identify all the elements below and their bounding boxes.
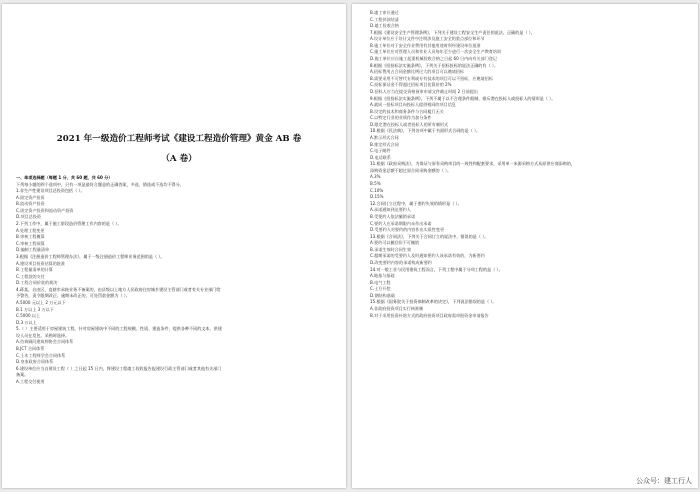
document-subtitle: （A 卷） [161,154,197,164]
option-text: C.审核工程预算 [16,240,45,246]
option-text: B.5% [370,181,381,187]
option-text: A.非政府投资项目实行核准制 [370,306,424,312]
option-text: D.编制工程量清单 [16,247,50,253]
option-text: B.施工单位对于安全作业费用有其他用途时须经建设单位批准 [370,42,481,48]
option-text: A.招标费用占合同金额比例过大的项目可以邀请招标 [370,69,465,75]
option-text: B.受要约人依法撤销承诺 [370,213,416,219]
option-text: B.推定形式合同 [370,141,399,147]
page-right-body [370,10,692,319]
option-text: C.电子邮件 [370,148,391,154]
page-left-body [16,175,338,386]
option-text: A.就同一招标项目向投标人提供相同的项目信息 [370,102,456,108]
question-text: 13.根据《合同法》，下列关于合同订立的说法中，错误的是（ ）。 [370,233,489,239]
option-text: B.竣工审计通过 [370,10,399,15]
option-text: B.承诺生效时合同生效 [370,246,411,252]
question-text: 7.根据《建设安全生产管理条例》，下列关于建设工程安全生产责任的说法，正确的是（ ）。 [370,29,535,35]
document-title: 2021 年一级造价工程师考试《建设工程造价管理》黄金 AB 卷 [56,134,302,144]
option-text: B.对于采用投资补助方式的政府投资项目政府需审批资金申请报告 [370,312,489,318]
question-text: 6.建设单位应当自建设工程（ ）之日起 15 日内，将建设工程竣工验收报告报建设行政主管部门或者其他有关部门 [16,365,222,371]
option-text: A.设计单位应于设计文件中注明涉及施工安全的重点部位和环节 [370,36,485,42]
option-text: C.要约人在承诺期限内未作出承诺 [370,220,432,226]
option-text: C.施工单位应对管理人员和作业人员每年至少进行一次安全生产教育培训 [370,49,502,55]
option-text: D.电话联系 [370,154,391,160]
option-text: D.招标人应当在提交资格预审申请文件截止时间 2 日前提出 [370,88,478,94]
option-text: D.施工单位应自施工起重机械验收合格之日起 60 日内向有关部门登记 [370,56,497,62]
option-text: D.钢结构基础 [370,292,395,298]
option-text: A.处理工程变更 [16,227,45,233]
option-text: D.皇家政府合同体系 [16,359,54,365]
question-text: 11.根据《政府采购法》，为保证与原有采购项目的一致性和配套要求，采用单一来源采购方式从原供应商添购的， [370,161,576,167]
option-text: A.建设项目投资估算的批准 [16,260,66,266]
option-text: A.固定资产投资 [16,194,45,200]
question-text: 添购资金总额不超过原合同采购金额的（ ）。 [370,167,452,173]
question-text: 8.根据《招投标法实施条例》，下列关于招标投标的说法正确的有（ ）。 [370,62,499,68]
option-text: C.土方开挖 [370,286,391,292]
question-text: 14.对一般工业与民用建筑工程而言，下列工程中属于分项工程的是（ ）。 [370,266,503,272]
watermark-label: 公众号：建工行人 [636,477,692,485]
option-text: B.设定的技术和商务条件与合同履行无关 [370,108,444,114]
option-text: B.1 万以上 3 万以下 [16,306,54,312]
option-text: D.3 万以上 [16,319,37,325]
option-text: B.电气工程 [370,279,391,285]
question-text: 9.根据《招投标法实施条例》，下列不属于以不合理条件限制、排斥潜在投标人或投标人的情形是（ ）。 [370,95,556,101]
option-text: B.审核工程概算 [16,234,45,240]
question-text: 设人员在发包、采购时选择。 [16,332,70,338]
option-text: A.要约可以撤回但不可撤销 [370,240,420,246]
option-text: D.限定潜在投标人或者投标人的所有制形式 [370,121,449,127]
option-text: A.工程交付使用 [16,378,45,384]
option-text: C.以特定行业的业绩作为加分条件 [370,115,432,121]
option-text: C.工程价款结清 [370,16,399,22]
option-text: A.咨询顾问建筑师协会合同体系 [16,339,74,345]
option-text: B.需要采用不可替代专利或专有技术的项目可以不招标，应邀请招标 [370,75,493,81]
option-text: D.竣工验收合格 [370,23,400,29]
question-text: 2.下列工作中，属于施工阶段造价管理工作内容的是（ ）。 [16,221,122,227]
section-heading: 一、单项选择题（每题 1 分，共 60 题，共 60 分） [16,175,113,180]
option-text: B.JCT 合同体系 [16,346,45,352]
option-text: C.5000 以上 [16,313,41,319]
option-text: A.承诺通知到达要约人 [370,207,411,213]
question-text: 12.合同订立过程中，属于要约失效的情形是（ ）。 [370,200,462,206]
option-text: D.受要约人对要约的内容作出实质性变更 [370,227,445,233]
page-right [352,4,698,488]
question-text: 1.非生产性建设项目总投资包括（ ）。 [16,188,85,194]
option-text: C.土木工程师学会合同体系 [16,352,66,358]
option-text: B.流动资产投资 [16,201,45,207]
question-text: 10.根据《民法典》，下列各项中属于书面形式合同的是（ ）。 [370,128,481,134]
question-text: 4.蒋某，自由区，直辖市承接业务不备案的，由县级以上地方人民政府住房城乡建设主管部门或者有关专业部门给 [16,286,221,292]
question-text: 3.根据《注册造价工程师管理办法》，属于一级注册造价工程师业务范围的是（ ）。 [16,253,165,259]
question-text: 备案。 [16,372,29,378]
option-text: A.地基与基础 [370,273,395,279]
option-text: C.固定资产投资和流动资产投资 [16,207,74,213]
option-text: A.5000 元以上 2 万元以下 [16,299,66,305]
option-text: D.项目总投资 [16,214,41,220]
question-text: 5.（ ）主要适用于房屋建筑工程，针对房屋建筑中不同的工程规模、性质、建造条件，提供各种不同的文本，供建 [16,326,222,332]
option-text: B.工程量清单的计算 [16,267,53,273]
page-left [2,4,346,488]
question-text: 15.根据《国务院关于投资体制改革的决定》，下列说法错误的是（ ）。 [370,299,497,305]
option-text: C.10% [370,187,384,193]
question-text: 予警告，责令限期改正；逾期未改正的，可处罚款金额为（ ）。 [16,293,130,299]
option-text: D.15% [370,194,384,200]
option-text: A.3% [370,174,381,180]
option-text: C.工程款的支付 [16,273,45,279]
option-text: D.工程合同价款的裁决 [16,280,58,286]
option-text: C.投标保证金不得超过招标项目估算价的 2% [370,82,452,88]
option-text: D.改变要约内容的承诺构成新要约 [370,259,432,265]
question-text: 下列每小题的四个选项中，只有一项是最符合题意的正确答案，多选、错选或不选均不得分。 [16,181,184,187]
option-text: C.超期承诺的受要约人及时通知要约人该承诺有效的，为新要约 [370,253,485,259]
option-text: A.默示形式合同 [370,134,399,140]
